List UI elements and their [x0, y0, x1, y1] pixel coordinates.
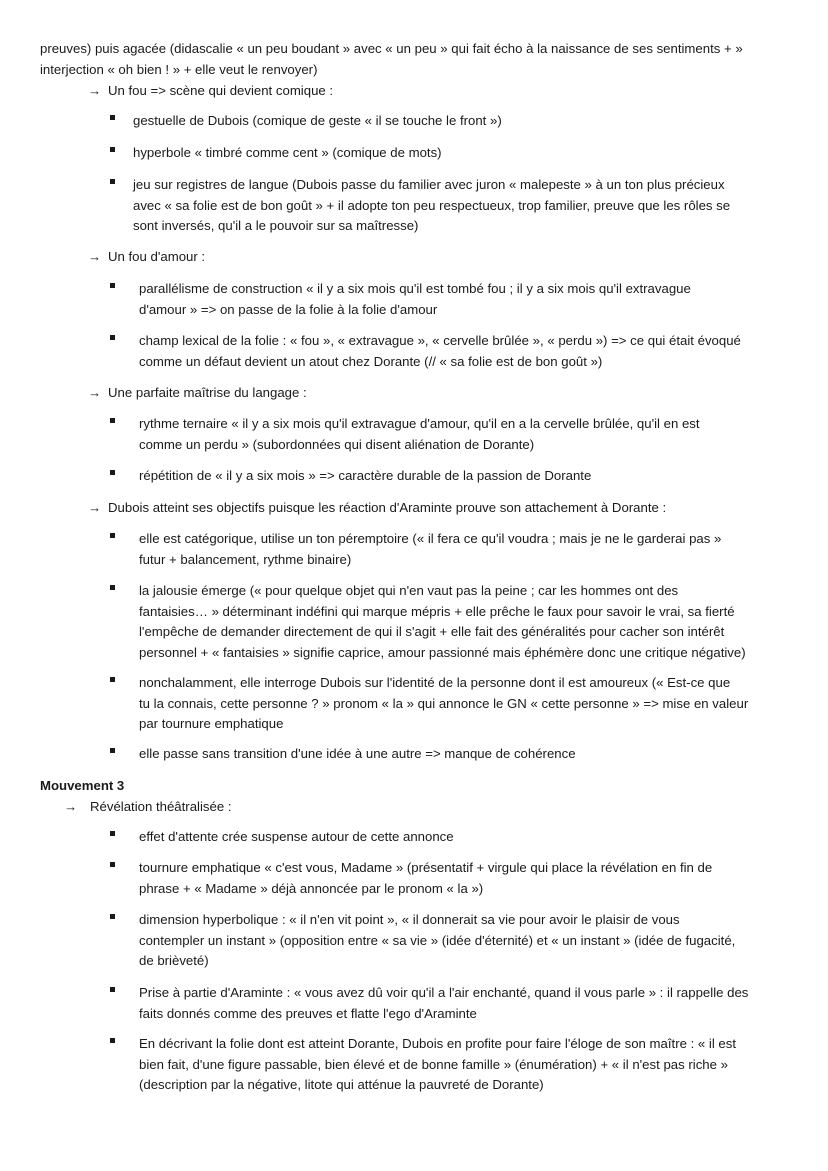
- list-item: gestuelle de Dubois (comique de geste « il se touche le front »): [133, 113, 502, 128]
- section-title: → Dubois atteint ses objectifs puisque les réaction d'Araminte prouve son attachement à Dorante :: [88, 498, 666, 519]
- section-title: → Un fou d'amour :: [88, 247, 205, 268]
- bullet-icon: [110, 583, 118, 591]
- list-item: jeu sur registres de langue (Dubois passe du familier avec juron « malepeste » à un ton plus précieux avec « sa folie est de bon goût » + il adopte ton peu respectueux, trop familier, preuve que les rôles se sont inversés, qu'il a le pouvoir sur sa maîtresse): [133, 177, 731, 233]
- bullet-icon: [110, 145, 118, 153]
- bullet-icon: [110, 113, 118, 121]
- arrow-icon: →: [64, 799, 78, 814]
- bullet-icon: [110, 416, 118, 424]
- section-title: → Révélation théâtralisée :: [64, 797, 231, 818]
- bullet-icon: [110, 1036, 118, 1044]
- bullet-icon: [110, 177, 118, 185]
- list-item: parallélisme de construction « il y a six mois qu'il est tombé fou ; il y a six mois qu'il extravague d'amour » => on passe de la folie à la folie d'amour: [139, 281, 691, 317]
- arrow-icon: →: [88, 249, 102, 264]
- list-item: champ lexical de la folie : « fou », « extravague », « cervelle brûlée », « perdu ») => ce qui était évoqué comme un défaut devient un atout chez Dorante (// « sa folie est de bon goût »): [139, 333, 741, 369]
- list-item: En décrivant la folie dont est atteint Dorante, Dubois en profite pour faire l'éloge de son maître : « il est bien fait, d'une figure passable, bien élevé et de bonne famille » (énumération) + « il n'est pas riche » (description par la négative, litote qui atténue la pauvreté de Dorante): [139, 1036, 737, 1092]
- section-title: → Un fou => scène qui devient comique :: [88, 81, 333, 102]
- list-item: elle est catégorique, utilise un ton péremptoire (« il fera ce qu'il voudra ; mais je ne le garderai pas » futur + balancement, rythme binaire): [139, 531, 722, 567]
- arrow-icon: →: [88, 83, 102, 98]
- list-item: dimension hyperbolique : « il n'en vit point », « il donnerait sa vie pour avoir le plaisir de vous contempler un instant » (opposition entre « sa vie » (idée d'éternité) et « un instant » (idée de fugacité, de brièveté): [139, 912, 736, 968]
- bullet-icon: [110, 675, 118, 683]
- list-item: nonchalamment, elle interroge Dubois sur l'identité de la personne dont il est amoureux (« Est-ce que tu la connais, cette personne ? » pronom « la » qui annonce le GN « cette personne » => mise en valeur par tournure emphatique: [139, 675, 749, 731]
- bullet-icon: [110, 281, 118, 289]
- list-item: répétition de « il y a six mois » => caractère durable de la passion de Dorante: [139, 468, 592, 483]
- bullet-icon: [110, 860, 118, 868]
- intro-line: interjection « oh bien ! » + elle veut le renvoyer): [40, 61, 318, 77]
- list-item: hyperbole « timbré comme cent » (comique de mots): [133, 145, 442, 160]
- bullet-icon: [110, 746, 118, 754]
- intro-paragraph: [40, 39, 800, 80]
- bullet-icon: [110, 468, 118, 476]
- arrow-icon: →: [88, 385, 102, 400]
- list-item: elle passe sans transition d'une idée à une autre => manque de cohérence: [139, 746, 576, 761]
- section-title: → Une parfaite maîtrise du langage :: [88, 383, 307, 404]
- bullet-icon: [110, 985, 118, 993]
- intro-line: preuves) puis agacée (didascalie « un peu boudant » avec « un peu » qui fait écho à la naissance de ses sentiments + »: [40, 41, 743, 56]
- bullet-icon: [110, 829, 118, 837]
- list-item: Prise à partie d'Araminte : « vous avez dû voir qu'il a l'air enchanté, quand il vous parle » : il rappelle des faits donnés comme des preuves et flatte l'ego d'Araminte: [139, 985, 749, 1021]
- bullet-icon: [110, 333, 118, 341]
- list-item: rythme ternaire « il y a six mois qu'il extravague d'amour, qu'il en a la cervelle brûlée, qu'il en est comme un perdu » (subordonnées qui disent aliénation de Dorante): [139, 416, 700, 452]
- bullet-icon: [110, 912, 118, 920]
- list-item: effet d'attente crée suspense autour de cette annonce: [139, 829, 454, 844]
- arrow-icon: →: [88, 500, 102, 515]
- list-item: la jalousie émerge (« pour quelque objet qui n'en vaut pas la peine ; car les hommes ont des fantaisies… » déterminant indéfini qui marque mépris + elle prêche le faux pour savoir le vrai, sa fierté l'empêche de demander directement de qui il s'agit + elle fait des généralités pour cacher son intérêt personnel + « fantaisies » signifie caprice, amour passionné mais éphémère donc une critique négative): [139, 583, 746, 660]
- list-item: tournure emphatique « c'est vous, Madame » (présentatif + virgule qui place la révélation en fin de phrase + « Madame » déjà annoncée par le pronom « la »): [139, 860, 713, 896]
- bullet-icon: [110, 531, 118, 539]
- section-heading: Mouvement 3: [40, 778, 125, 793]
